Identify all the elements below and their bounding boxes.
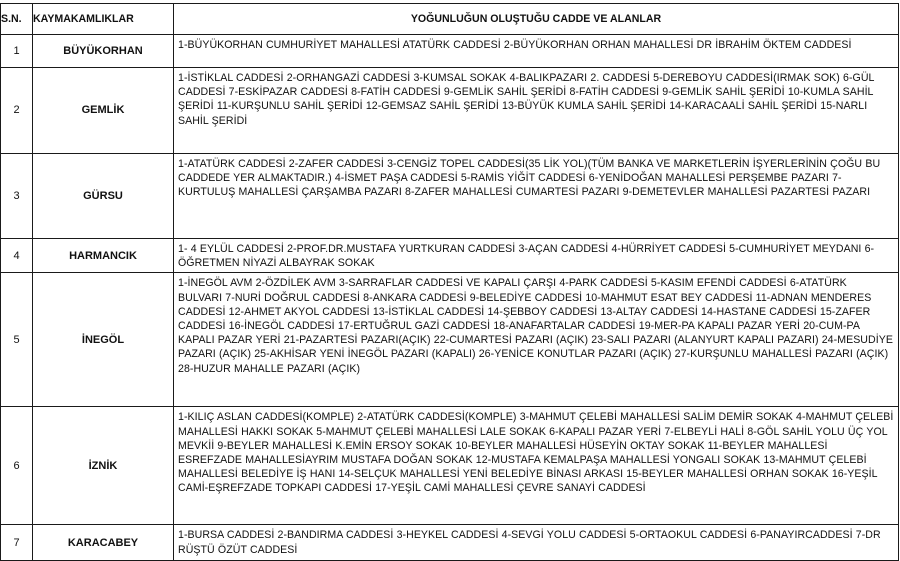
district-areas: 1- 4 EYLÜL CADDESİ 2-PROF.DR.MUSTAFA YURTKURAN CADDESİ 3-AÇAN CADDESİ 4-HÜRRİYET CADDESİ 5-CUMHURİYET MEYDANI 6-ÖĞRETMEN NİYAZİ ALBAYRAK SOKAK — [174, 239, 899, 273]
district-name: İZNİK — [33, 407, 174, 525]
district-name: İNEGÖL — [33, 273, 174, 407]
row-number: 3 — [1, 154, 33, 239]
header-district: KAYMAKAMLIKLAR — [33, 4, 174, 35]
table-row — [1, 68, 899, 154]
district-areas: 1-ATATÜRK CADDESİ 2-ZAFER CADDESİ 3-CENGİZ TOPEL CADDESİ(35 LİK YOL)(TÜM BANKA VE MARKETLERİN İŞYERLERİNİN ÇOĞU BU CADDEDE YER ALMAKTADIR.) 4-İSMET PAŞA CADDESİ 5-RAMİS YİĞİT CADDESİ 6-YENİDOĞAN MAHALLESİ PERŞEMBE PAZARI 7-KURTULUŞ MAHALLESİ ÇARŞAMBA PAZARI 8-ZAFER MAHALLESİ CUMARTESİ PAZARI 9-DEMETEVLER MAHALLESİ PAZARTESİ PAZARI — [174, 154, 899, 239]
table-row — [1, 407, 899, 525]
row-number: 4 — [1, 239, 33, 273]
districts-table — [0, 3, 899, 561]
header-areas: YOĞUNLUĞUN OLUŞTUĞU CADDE VE ALANLAR — [174, 4, 899, 35]
table-row — [1, 239, 899, 273]
row-number: 1 — [1, 35, 33, 68]
header-sn: S.N. — [1, 4, 33, 35]
district-areas: 1-İSTİKLAL CADDESİ 2-ORHANGAZİ CADDESİ 3-KUMSAL SOKAK 4-BALIKPAZARI 2. CADDESİ 5-DEREBOYU CADDESİ(IRMAK SOK) 6-GÜL CADDESİ 7-ESKİPAZAR CADDESİ 8-FATİH CADDESİ 9-GEMLİK SAHİL ŞERİDİ 8-FATİH CADDESİ 9-GEMLİK SAHİL ŞERİDİ 10-KUMLA SAHİL ŞERİDİ 11-KURŞUNLU SAHİL ŞERİDİ 12-GEMSAZ SAHİL ŞERİDİ 13-BÜYÜK KUMLA SAHİL ŞERİDİ 14-KARACAALİ SAHİL ŞERİDİ 15-NARLI SAHİL ŞERİDİ — [174, 68, 899, 154]
district-areas: 1-İNEGÖL AVM 2-ÖZDİLEK AVM 3-SARRAFLAR CADDESİ VE KAPALI ÇARŞI 4-PARK CADDESİ 5-KASIM EFENDİ CADDESİ 6-ATATÜRK BULVARI 7-NURİ DOĞRUL CADDESİ 8-ANKARA CADDESİ 9-BELEDİYE CADDESİ 10-MAHMUT ESAT BEY CADDESİ 11-ADNAN MENDERES CADDESİ 12-AHMET AKYOL CADDESİ 13-İSTİKLAL CADDESİ 14-ŞEBBOY CADDESİ 13-ALTAY CADDESİ 14-HASTANE CADDESİ 15-ZAFER CADDESİ 16-İNEGÖL CADDESİ 17-ERTUĞRUL GAZİ CADDESİ 18-ANAFARTALAR CADDESİ 19-MER-PA KAPALI PAZAR YERİ 20-CUM-PA KAPALI PAZAR YERİ 21-PAZARTESİ PAZARI(AÇIK) 22-CUMARTESİ PAZARI (AÇIK) 23-SALI PAZARI (ALANYURT KAPALI PAZARI) 24-MESUDİYE PAZARI (AÇIK) 25-AKHİSAR YENİ İNEGÖL PAZARI (KAPALI) 26-YENİCE KONUTLAR PAZARI (AÇIK) 27-KURŞUNLU MAHALLESİ PAZARI (AÇIK) 28-HUZUR MAHALLE PAZARI (AÇIK) — [174, 273, 899, 407]
district-name: GEMLİK — [33, 68, 174, 154]
table-row — [1, 154, 899, 239]
district-name: BÜYÜKORHAN — [33, 35, 174, 68]
row-number: 5 — [1, 273, 33, 407]
row-number: 2 — [1, 68, 33, 154]
table-row — [1, 525, 899, 561]
district-areas: 1-BÜYÜKORHAN CUMHURİYET MAHALLESİ ATATÜRK CADDESİ 2-BÜYÜKORHAN ORHAN MAHALLESİ DR İBRAHİM ÖKTEM CADDESİ — [174, 35, 899, 68]
table-row — [1, 273, 899, 407]
district-name: HARMANCIK — [33, 239, 174, 273]
row-number: 7 — [1, 525, 33, 561]
table-header-row — [1, 4, 899, 35]
district-name: KARACABEY — [33, 525, 174, 561]
row-number: 6 — [1, 407, 33, 525]
table-row — [1, 35, 899, 68]
district-areas: 1-KILIÇ ASLAN CADDESİ(KOMPLE) 2-ATATÜRK CADDESİ(KOMPLE) 3-MAHMUT ÇELEBİ MAHALLESİ SALİM DEMİR SOKAK 4-MAHMUT ÇELEBİ MAHALLESİ HAKKI SOKAK 5-MAHMUT ÇELEBİ MAHALLESİ LALE SOKAK 6-KAPALI PAZAR YERİ 7-ELBEYLİ HALİ 8-GÖL SAHİL YOLU ÜÇ YOL MEVKİİ 9-BEYLER MAHALLESİ K.EMİN ERSOY SOKAK 10-BEYLER MAHALLESİ HÜSEYİN OKTAY SOKAK 11-BEYLER MAHALLESİ ESREFZADE MAHALLESİAYRIM MUSTAFA DOĞAN SOKAK 12-MUSTAFA KEMALPAŞA MAHALLESİ YONGALI SOKAK 13-MAHMUT ÇELEBİ MAHALLESİ BELEDİYE İŞ HANI 14-SELÇUK MAHALLESİ YENİ BELEDİYE BİNASI ARKASI 15-BEYLER MAHALLESİ ORHAN SOKAK 16-YEŞİL CAMİ-EŞREFZADE TOPKAPI CADDESİ 17-YEŞİL CAMİ MAHALLESİ ÇEVRE SANAYİ CADDESİ — [174, 407, 899, 525]
district-areas: 1-BURSA CADDESİ 2-BANDIRMA CADDESİ 3-HEYKEL CADDESİ 4-SEVGİ YOLU CADDESİ 5-ORTAOKUL CADDESİ 6-PANAYIRCADDESİ 7-DR RÜŞTÜ ÖZÜT CADDESİ — [174, 525, 899, 561]
district-name: GÜRSU — [33, 154, 174, 239]
